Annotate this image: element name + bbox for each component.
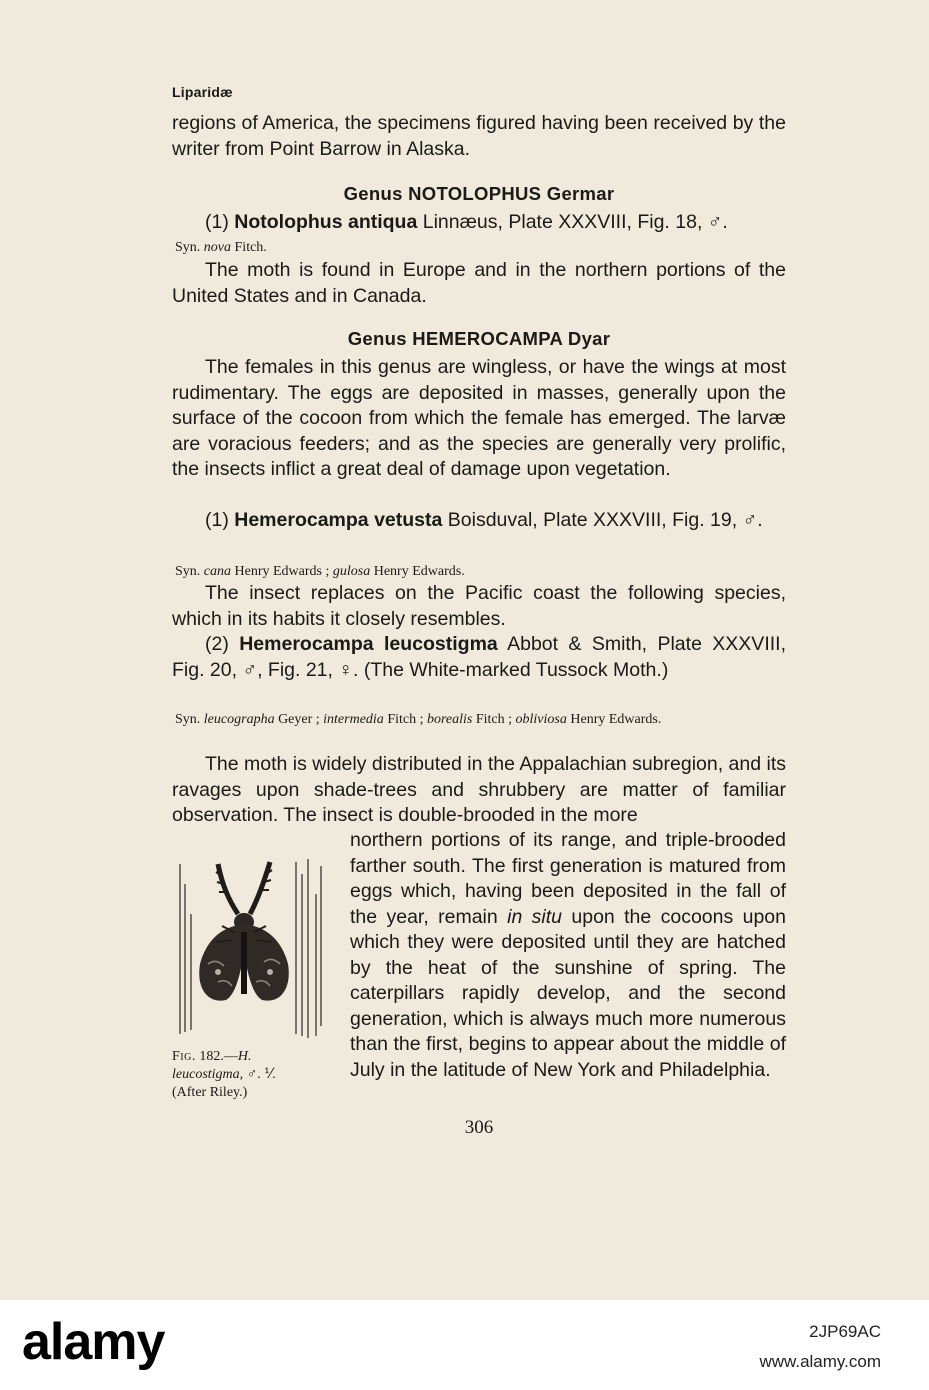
leucostigma-paragraph-full-width: The moth is widely distributed in the Appalachian subregion, and its ravages upon shade-trees and shrubbery are matter of familiar observation. The insect is double-brooded in the more <box>172 753 787 826</box>
wrapped-text-italic: in situ <box>507 905 563 928</box>
figure-credit: (After Riley.) <box>172 1085 248 1100</box>
notolophus-antiqua-entry <box>172 210 786 236</box>
wrapped-text-b: upon the cocoons upon which they were deposited until they are hatched by the heat of the sunshine of spring. The caterpillars rapidly develop, and the second generation, which is always much more numerous than the first, begins to appear about the middle of July in the latitude of New York and Philadelphia. <box>350 905 786 1081</box>
hemerocampa-intro-paragraph: The females in this genus are wingless, or have the wings at most rudimentary. The eggs are deposited in masses, generally upon the surface of the cocoon from which the female has emerged. The larvæ are voracious feeders; and as the species are generally very prolific, the insects inflict a great deal of damage upon vegetation. <box>172 356 786 480</box>
vetusta-synonymy <box>172 561 786 582</box>
notolophus-synonymy <box>172 237 786 258</box>
vetusta-paragraph: The insect replaces on the Pacific coast the following species, which in its habits it closely resembles. <box>172 582 786 630</box>
page-number: 306 <box>464 1117 494 1138</box>
syn-label: Syn. <box>175 712 204 727</box>
species-name: Notolophus antiqua <box>234 211 418 233</box>
continuation-paragraph: regions of America, the specimens figured having been received by the writer from Point Barrow in Alaska. <box>172 112 786 160</box>
figure-caption <box>172 1048 337 1102</box>
figure-genus: H. <box>237 1049 252 1064</box>
syn-author-a: Henry Edwards ; <box>231 564 333 579</box>
syn-name-d: obliviosa <box>515 712 567 727</box>
leucostigma-paragraph-wrapped <box>350 828 786 1083</box>
syn-name-a: cana <box>203 564 232 579</box>
hemerocampa-leucostigma-entry <box>172 632 786 683</box>
entry-number: (1) <box>205 509 235 531</box>
syn-author-b: Fitch ; <box>383 712 427 727</box>
syn-author-b: Henry Edwards. <box>370 564 465 579</box>
syn-name-a: leucographa <box>203 712 275 727</box>
species-plate-ref: Linnæus, Plate XXXVIII, Fig. 18, ♂. <box>417 211 728 233</box>
leucostigma-synonymy <box>172 709 786 730</box>
syn-label: Syn. <box>175 240 204 255</box>
syn-name-b: gulosa <box>332 564 371 579</box>
figure-number: 182.— <box>195 1049 238 1064</box>
tussock-moth-illustration <box>178 854 326 1040</box>
genus-hemerocampa-heading: Genus HEMEROCAMPA Dyar <box>347 328 611 349</box>
wrapped-text-a: northern portions of its range, and triple-brooded farther south. The first generation is matured from eggs which, having been deposited in the fall of the year, remain <box>350 829 786 928</box>
syn-name-c: borealis <box>426 712 473 727</box>
figure-species: leucostigma, <box>172 1067 244 1082</box>
syn-label: Syn. <box>175 564 204 579</box>
species-plate-ref: Abbot & Smith, Plate XXXVIII, Fig. 20, ♂, Fig. 21, ♀. (The White-marked Tussock Moth.) <box>172 633 786 681</box>
figure-182 <box>172 832 340 1122</box>
figure-scale: ♂. ⅟. <box>243 1067 276 1082</box>
genus-notolophus-heading: Genus NOTOLOPHUS Germar <box>343 183 615 204</box>
syn-author-c: Fitch ; <box>472 712 516 727</box>
syn-author: Fitch. <box>231 240 267 255</box>
figure-label: Fig. <box>172 1049 196 1064</box>
stock-url: www.alamy.com <box>759 1352 881 1371</box>
syn-author-a: Geyer ; <box>274 712 324 727</box>
running-head: Liparidæ <box>172 84 233 100</box>
syn-author-d: Henry Edwards. <box>566 712 662 727</box>
notolophus-paragraph: The moth is found in Europe and in the northern portions of the United States and in Canada. <box>172 259 786 307</box>
species-name: Hemerocampa leucostigma <box>239 633 498 655</box>
syn-name-b: intermedia <box>323 712 384 727</box>
entry-number: (1) <box>205 211 235 233</box>
stock-logo: alamy <box>22 1313 165 1371</box>
hemerocampa-vetusta-entry <box>172 508 786 534</box>
species-plate-ref: Boisduval, Plate XXXVIII, Fig. 19, ♂. <box>442 509 763 531</box>
entry-number: (2) <box>205 633 240 655</box>
species-name: Hemerocampa vetusta <box>234 509 443 531</box>
image-id: 2JP69AC <box>809 1322 881 1341</box>
syn-name: nova <box>203 240 232 255</box>
stock-watermark-banner <box>0 1300 929 1390</box>
